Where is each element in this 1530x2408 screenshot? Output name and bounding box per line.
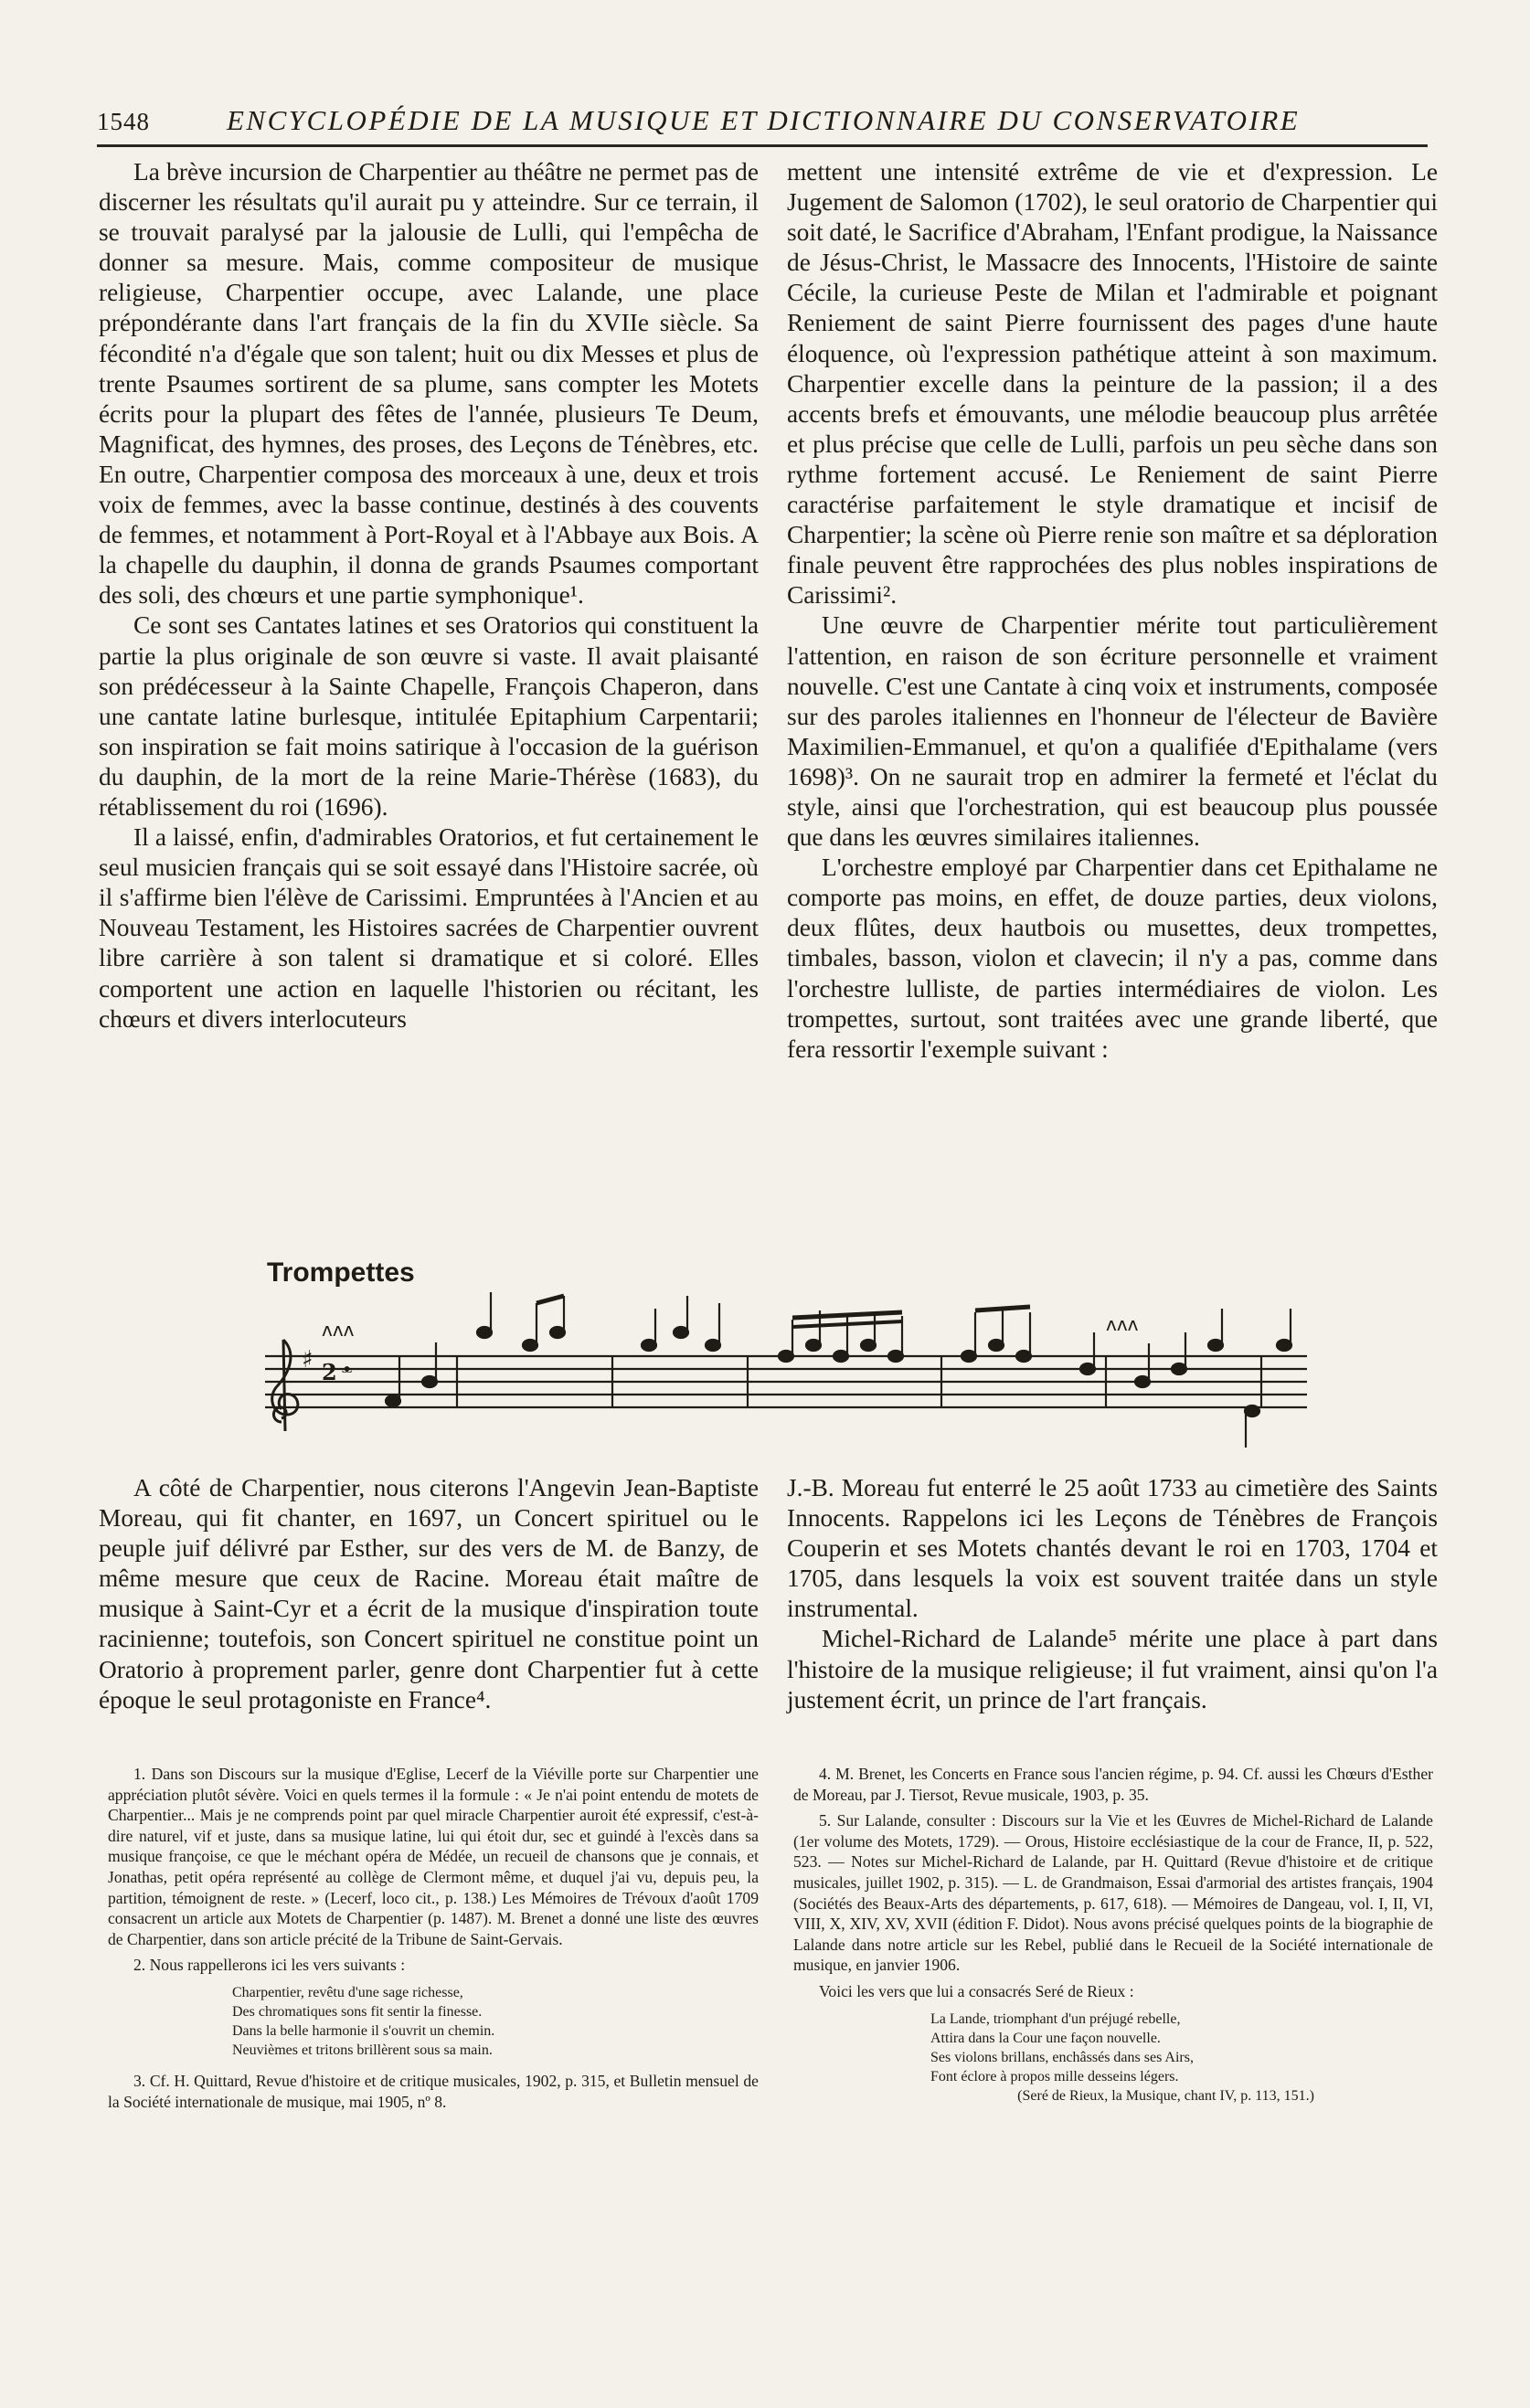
paragraph: A côté de Charpentier, nous citerons l'Angevin Jean-Baptiste Moreau, qui fit chanter, en 1697, un Concert spirituel ou le peuple juif délivré par Esther, sur des vers de M. de Banzy, de même mesure que ceux de Racine. Moreau était maître de musique à Saint-Cyr et a écrit de la musique d'inspiration toute racinienne; toutefois, son Concert spirituel ne constitue point un Oratorio à proprement parler, genre dont Charpentier fut à cette époque le seul protagoniste en France⁴. (99, 1474, 759, 1713)
header-rule (97, 144, 1428, 147)
verse-block (232, 1983, 759, 2060)
ornament-icon: ʌʌʌ (322, 1319, 355, 1341)
ornament-icon: ʌʌʌ (1106, 1313, 1139, 1335)
sharp-sign-icon: ♯ (302, 1346, 313, 1374)
verse-line: Font éclore à propos mille desseins légers. (930, 2068, 1179, 2084)
verse-line: Dans la belle harmonie il s'ouvrit un chemin. (232, 2022, 495, 2039)
verse-line: Ses violons brillans, enchâssés dans ses Airs, (930, 2049, 1194, 2065)
paragraph: J.-B. Moreau fut enterré le 25 août 1733 au cimetière des Saints Innocents. Rappelons ici les Leçons de Ténèbres de François Couperin et ses Motets chantés devant le roi en 1703, 1704 et 1705, dans lesquels la voix est souvent traitée dans un style instrumental. (787, 1474, 1438, 1623)
column-left-top (99, 157, 759, 1034)
footnote: 5. Sur Lalande, consulter : Discours sur la Vie et les Œuvres de Michel-Richard de Lalande (1er volume des Motets, 1729). — Orous, Histoire ecclésiastique de la cour de France, II, p. 522, 523. — Notes sur Michel-Richard de Lalande, par H. Quittard (Revue d'histoire et de critique musicales, juillet 1902, p. 315). — L. de Grandmaison, Essai d'armorial des artistes français, 1904 (Sociétés des Beaux-Arts des départements, p. 617, 618). — Mémoires de Dangeau, vol. I, II, VI, VIII, X, XIV, XV, XVII (édition F. Didot). Nous avons précisé quelques points de la biographie de Lalande dans notre article sur les Rebel, publié dans le Recueil de la Société internationale de musique, en janvier 1906. (793, 1811, 1433, 1975)
paragraph: Michel-Richard de Lalande⁵ mérite une place à part dans l'histoire de la musique religieuse; il fut vraiment, ainsi qu'on l'a justement écrit, un prince de l'art français. (787, 1625, 1438, 1713)
footnote: Voici les vers que lui a consacrés Seré de Rieux : (819, 1981, 1134, 2000)
footnotes-right (793, 1764, 1433, 2106)
paragraph: L'orchestre employé par Charpentier dans cet Epithalame ne comporte pas moins, en effet, de douze parties, deux violons, deux flûtes, deux hautbois ou musettes, deux trompettes, timbales, basson, violon et clavecin; il n'y a pas, comme dans l'orchestre lulliste, de parties intermédiaires de violon. Les trompettes, surtout, sont traitées avec une grande liberté, que fera ressortir l'exemple suivant : (787, 854, 1438, 1063)
verse-line: Neuvièmes et tritons brillèrent sous sa main. (232, 2042, 493, 2058)
page-number: 1548 (97, 108, 150, 135)
rest-icon: ᵜ (342, 1360, 353, 1385)
running-title: ENCYCLOPÉDIE DE LA MUSIQUE ET DICTIONNAIRE DU CONSERVATOIRE (227, 104, 1301, 136)
footnote: 1. Dans son Discours sur la musique d'Eglise, Lecerf de la Viéville porte sur Charpentier une appréciation plutôt sévère. Voici en quels termes il la formule : « Je n'ai point entendu de motets de Charpentier... Mais je ne comprends point par quel miracle Charpentier auroit été expressif, c'est-à-dire naturel, vif et juste, dans sa musique latine, lui qui étoit dur, sec et guindé à l'excès dans sa musique françoise, ce que le méchant opéra de Médée, un recueil de chansons que je connais, et Jonathas, petit opéra représenté au collège de Clermont même, et duquel j'ai vu, depuis peu, la partition, témoignent de reste. » (Lecerf, loco cit., p. 138.) Les Mémoires de Trévoux d'août 1709 consacrent un article aux Motets de Charpentier (p. 1487). M. Brenet a donné une liste des œuvres de Charpentier, dans son article précité de la Tribune de Saint-Gervais. (108, 1765, 759, 1948)
paragraph: Ce sont ses Cantates latines et ses Oratorios qui constituent la partie la plus originale de son œuvre si vaste. Il avait plaisanté son prédécesseur à la Sainte Chapelle, François Chaperon, dans une cantate latine burlesque, intitulée Epitaphium Carpentarii; son inspiration se fait moins satirique à l'occasion de la guérison du dauphin, de la mort de la reine Marie-Thérèse (1683), du rétablissement du roi (1696). (99, 611, 759, 821)
verse-block (930, 2010, 1433, 2106)
verse-line: Charpentier, revêtu d'une sage richesse, (232, 1984, 463, 2000)
footnote: 3. Cf. H. Quittard, Revue d'histoire et de critique musicales, 1902, p. 315, et Bulletin mensuel de la Société internationale de musique, mai 1905, nº 8. (108, 2071, 759, 2111)
verse-attribution: (Seré de Rieux, la Musique, chant IV, p. 113, 151.) (1017, 2087, 1314, 2104)
footnotes-left (108, 1764, 759, 2117)
paragraph: Une œuvre de Charpentier mérite tout particulièrement l'attention, en raison de son écriture personnelle et vraiment nouvelle. C'est une Cantate à cinq voix et instruments, composée sur des paroles italiennes en l'honneur de l'électeur de Bavière Maximilien-Emmanuel, et qu'on a qualifiée d'Epithalame (vers 1698)³. On ne saurait trop en admirer la fermeté et l'éclat du style, ainsi que l'orchestration, qui est beaucoup plus poussée que dans les œuvres similaires italiennes. (787, 611, 1438, 852)
paragraph: La brève incursion de Charpentier au théâtre ne permet pas de discerner les résultats qu'il aurait pu y atteindre. Sur ce terrain, il se trouvait paralysé par la jalousie de Lulli, qui l'empêcha de donner sa mesure. Mais, comme compositeur de musique religieuse, Charpentier occupe, avec Lalande, une place prépondérante dans l'art français de la fin du XVIIe siècle. Sa fécondité n'a d'égale que son talent; huit ou dix Messes et plus de trente Psaumes sortirent de sa plume, sans compter les Motets écrits pour la plupart des fêtes de l'année, plusieurs Te Deum, Magnificat, des hymnes, des proses, des Leçons de Ténèbres, etc. En outre, Charpentier composa des morceaux à une, deux et trois voix de femmes, avec la basse continue, destinés à des couvents de femmes, et notamment à Port-Royal et à l'Abbaye aux Bois. A la chapelle du dauphin, il donna de grands Psaumes comportant des soli, des chœurs et une partie symphonique¹. (99, 158, 759, 610)
time-signature-icon: 2 (322, 1359, 337, 1385)
paragraph: Il a laissé, enfin, d'admirables Oratorios, et fut certainement le seul musicien français qui se soit essayé dans l'Histoire sacrée, où il s'affirme bien l'élève de Carissimi. Empruntées à l'Ancien et au Nouveau Testament, les Histoires sacrées de Charpentier ouvrent libre carrière à son talent si dramatique et si coloré. Elles comportent une action en laquelle l'historien ou récitant, les chœurs et divers interlocuteurs (99, 823, 759, 1033)
footnote: 4. M. Brenet, les Concerts en France sous l'ancien régime, p. 94. Cf. aussi les Chœurs d'Esther de Moreau, par J. Tiersot, Revue musicale, 1903, p. 35. (793, 1765, 1433, 1804)
column-right-bottom (787, 1473, 1438, 1715)
verse-line: Des chromatiques sons fit sentir la finesse. (232, 2003, 483, 2020)
music-example-trumpets (265, 1256, 1316, 1457)
paragraph: mettent une intensité extrême de vie et d'expression. Le Jugement de Salomon (1702), le seul oratorio de Charpentier qui soit daté, le Sacrifice d'Abraham, l'Enfant prodigue, la Naissance de Jésus-Christ, le Massacre des Innocents, l'Histoire de sainte Cécile, la curieuse Peste de Milan et l'admirable et poignant Reniement de saint Pierre fournissent des pages d'une haute éloquence, où l'expression pathétique atteint à son maximum. Charpentier excelle dans la peinture de la passion; il a des accents brefs et émouvants, une mélodie beaucoup plus arrêtée et plus précise que celle de Lulli, parfois un peu sèche dans son rythme fortement accusé. Le Reniement de saint Pierre caractérise parfaitement le style dramatique et incisif de Charpentier; la scène où Pierre renie son maître et sa déploration finale peuvent être rapprochées des plus nobles inspirations de Carissimi². (787, 158, 1438, 610)
verse-line: Attira dans la Cour une façon nouvelle. (930, 2030, 1161, 2046)
footnote: 2. Nous rappellerons ici les vers suivants : (133, 1956, 406, 1975)
verse-line: La Lande, triomphant d'un préjugé rebelle, (930, 2010, 1181, 2027)
running-header (97, 102, 1413, 144)
column-right-top (787, 157, 1438, 1065)
music-example-label: Trompettes (267, 1257, 415, 1288)
column-left-bottom (99, 1473, 759, 1715)
treble-clef-icon (272, 1340, 298, 1431)
